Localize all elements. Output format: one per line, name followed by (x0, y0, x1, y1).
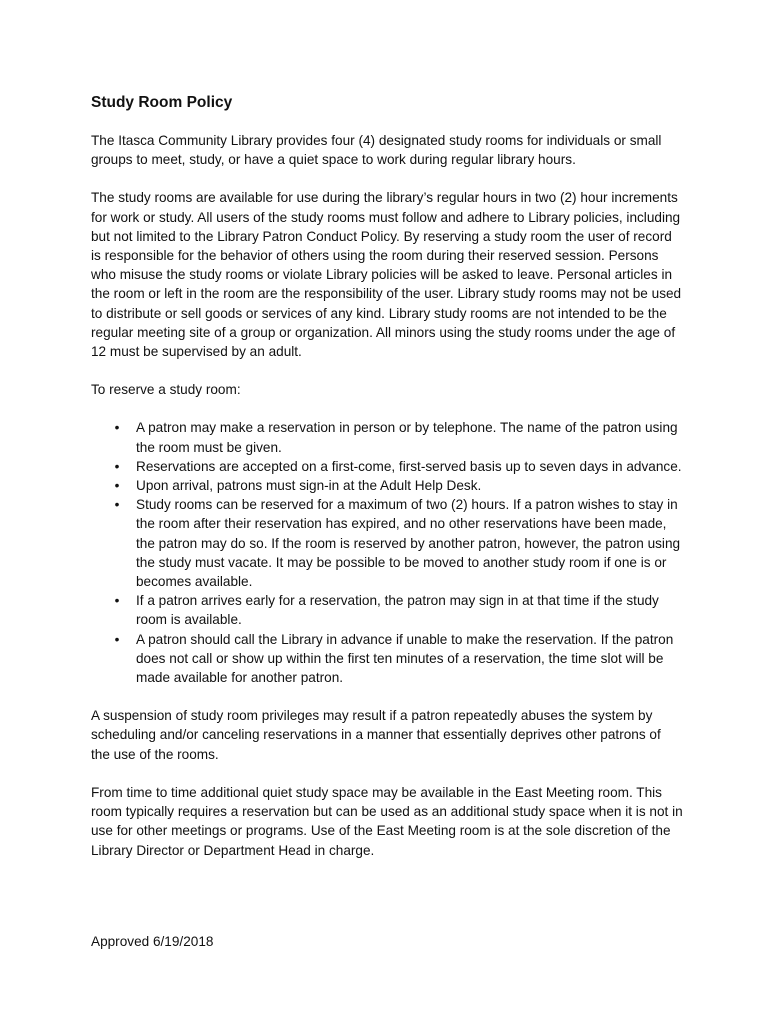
bullet-icon: • (114, 631, 120, 647)
document-body (91, 92, 683, 879)
approval-date: Approved 6/19/2018 (91, 934, 214, 949)
list-item-text: Upon arrival, patrons must sign-in at the Adult Help Desk. (136, 478, 482, 494)
suspension-paragraph: A suspension of study room privileges may result if a patron repeatedly abuses the system by scheduling and/or canceling reservations in a manner that essentially deprives other patrons of the use of the rooms. (91, 708, 661, 762)
availability-paragraph: The study rooms are available for use during the library’s regular hours in two (2) hour increments for work or study. All users of the study rooms must follow and adhere to Library policies, including but not limited to the Library Patron Conduct Policy. By reserving a study room the user of record is responsible for the behavior of others using the room during their reserved session. Persons who misuse the study rooms or violate Library policies will be asked to leave. Personal articles in the room or left in the room are the responsibility of the user. Library study rooms may not be used to distribute or sell goods or services of any kind. Library study rooms are not intended to be the regular meeting site of a group or organization. All minors using the study rooms under the age of 12 must be supervised by an adult. (91, 190, 682, 360)
east-meeting-paragraph: From time to time additional quiet study space may be available in the East Meeting room. This room typically requires a reservation but can be used as an additional study space when it is not in use for other meetings or programs. Use of the East Meeting room is at the sole discretion of the Library Director or Department Head in charge. (91, 784, 683, 858)
list-item-text: Study rooms can be reserved for a maximum of two (2) hours. If a patron wishes to stay in the room after their reservation has expired, and no other reservations have been made, the patron may do so. If the room is reserved by another patron, however, the patron using the study must vacate. It may be possible to be moved to another study room if one is or becomes available. (136, 497, 681, 590)
page-title: Study Room Policy (91, 94, 233, 111)
list-item-text: A patron may make a reservation in person or by telephone. The name of the patron using the room must be given. (136, 420, 678, 455)
list-item (114, 457, 683, 476)
list-item (114, 418, 683, 456)
reserve-heading: To reserve a study room: (91, 382, 241, 398)
list-item-text: A patron should call the Library in advance if unable to make the reservation. If the patron does not call or show up within the first ten minutes of a reservation, the time slot will be made available for another patron. (136, 631, 674, 686)
bullet-icon: • (114, 593, 120, 609)
intro-paragraph: The Itasca Community Library provides four (4) designated study rooms for individuals or small groups to meet, study, or have a quiet space to work during regular library hours. (91, 133, 662, 168)
list-item (114, 591, 683, 629)
bullet-icon: • (114, 420, 120, 436)
bullet-icon: • (114, 478, 120, 494)
bullet-icon: • (114, 497, 120, 513)
list-item (114, 476, 683, 495)
reservation-rules-list (91, 418, 683, 687)
list-item (114, 495, 683, 591)
bullet-icon: • (114, 458, 120, 474)
list-item-text: Reservations are accepted on a first-come, first-served basis up to seven days in advance. (136, 458, 682, 474)
list-item-text: If a patron arrives early for a reservation, the patron may sign in at that time if the study room is available. (136, 593, 659, 628)
list-item (114, 630, 683, 688)
